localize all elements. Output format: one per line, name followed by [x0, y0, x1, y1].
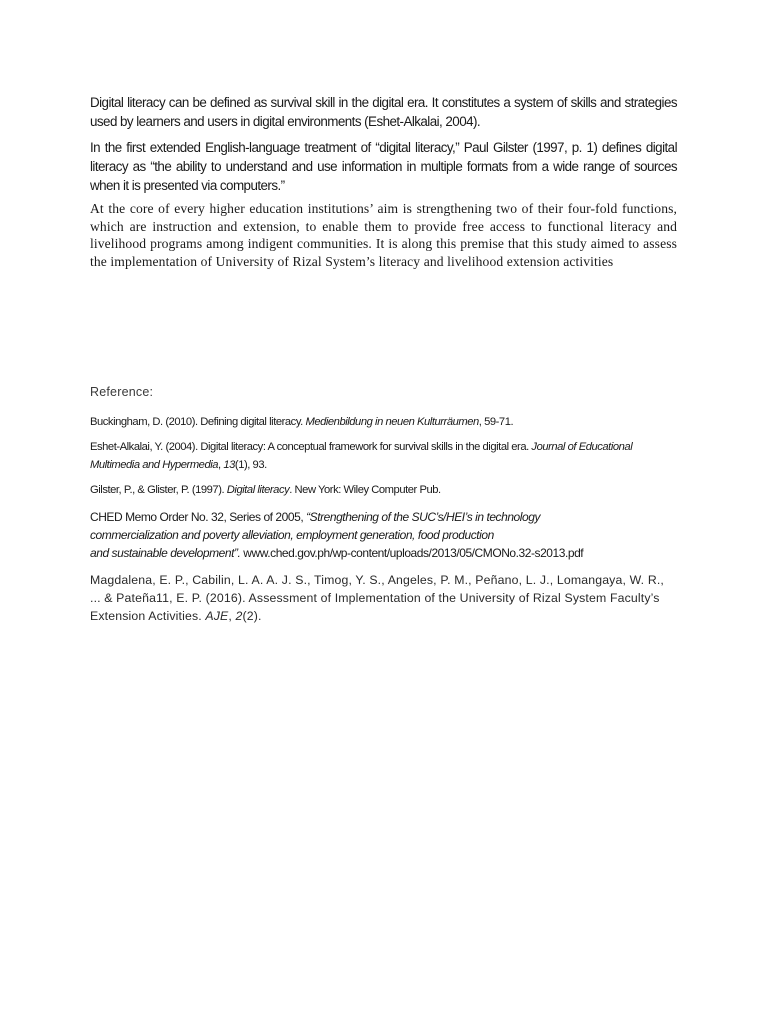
reference-volume: 2	[235, 609, 243, 623]
document-body	[90, 93, 677, 270]
reference-journal: Medienbildung in neuen Kulturräumen	[305, 416, 479, 428]
paragraph-digital-literacy-definition: Digital literacy can be defined as survival skill in the digital era. It constitutes a system of skills and strategies used by learners and users in digital environments (Eshet-Alkalai, 2004).	[90, 95, 677, 129]
reference-title: “Strengthening of the SUC’s/HEI’s in technology	[306, 510, 540, 524]
reference-text: Buckingham, D. (2010). Defining digital literacy.	[90, 416, 306, 428]
reference-buckingham	[90, 413, 670, 431]
reference-text: . New York: Wiley Computer Pub.	[289, 484, 441, 496]
reference-heading: Reference:	[90, 385, 154, 399]
reference-journal: Journal of Educational Multimedia and Hypermedia	[90, 441, 633, 471]
reference-text: CHED Memo Order No. 32, Series of 2005,	[90, 510, 307, 524]
reference-list	[90, 413, 670, 625]
reference-text: (1), 93.	[234, 459, 267, 471]
reference-text: ,	[218, 459, 224, 471]
reference-magdalena	[90, 571, 670, 625]
reference-text: Gilster, P., & Glister, P. (1997).	[90, 484, 227, 496]
reference-text: (2).	[242, 609, 262, 623]
reference-text: Magdalena, E. P., Cabilin, L. A. A. J. S., Timog, Y. S., Angeles, P. M., Peñano, L. J., Lomangaya, W. R., ... & Pateña11, E. P. (2016). Assessment of Implementation of the University of Rizal System Faculty’s Extension Activities.	[90, 573, 664, 623]
paragraph-gilster-definition: In the first extended English-language treatment of “digital literacy,” Paul Gilster (1997, p. 1) defines digital literacy as “the ability to understand and use information in multiple formats from a wide range of sources when it is presented via computers.”	[90, 140, 677, 193]
paragraph-study-premise: At the core of every higher education institutions’ aim is strengthening two of their four-fold functions, which are instruction and extension, to enable them to provide free access to functional literacy and livelihood programs among indigent communities. It is along this premise that this study aimed to assess the implementation of University of Rizal System’s literacy and livelihood extension activities	[90, 201, 677, 269]
reference-text: Eshet-Alkalai, Y. (2004). Digital literacy: A conceptual framework for survival skills in the digital era.	[90, 441, 532, 453]
reference-text: , 59-71.	[478, 416, 514, 428]
reference-gilster	[90, 481, 670, 499]
reference-journal: AJE	[205, 609, 229, 623]
reference-ched-memo	[90, 508, 670, 562]
reference-title: Digital literacy	[226, 484, 290, 496]
reference-text: ,	[228, 609, 236, 623]
reference-url: www.ched.gov.ph/wp-content/uploads/2013/05/CMONo.32-s2013.pdf	[240, 546, 584, 560]
reference-volume: 13	[223, 459, 235, 471]
reference-eshet-alkalai	[90, 438, 670, 474]
reference-title: and sustainable development”.	[90, 546, 241, 560]
reference-title: commercialization and poverty alleviation, employment generation, food production	[90, 528, 494, 542]
